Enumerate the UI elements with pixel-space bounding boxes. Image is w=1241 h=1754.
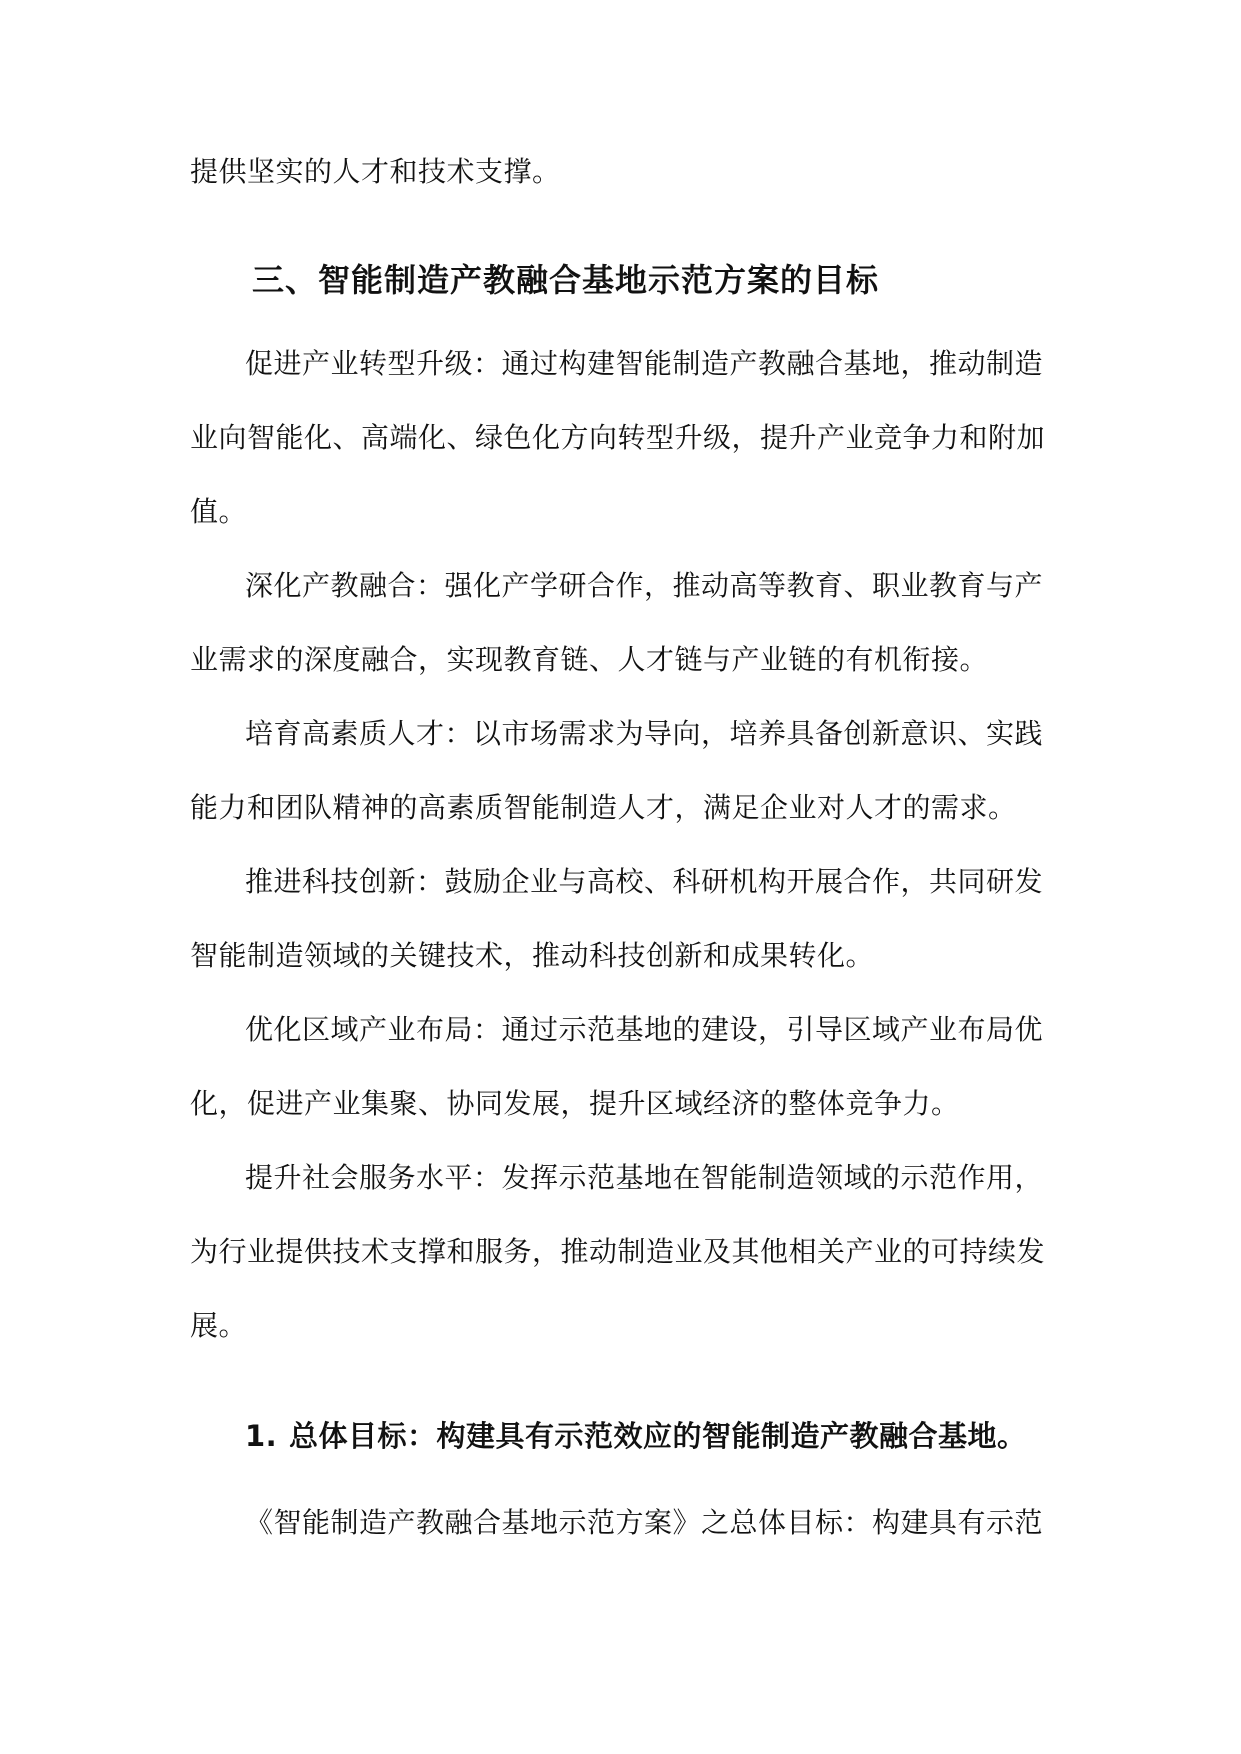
paragraph-4-line-2: 智能制造领域的关键技术，推动科技创新和成果转化。: [190, 939, 875, 972]
paragraph-6-line-3: 展。: [190, 1309, 248, 1342]
paragraph-4-line-1: 推进科技创新：鼓励企业与高校、科研机构开展合作，共同研发: [245, 865, 1044, 898]
subsection-number: 1.: [245, 1419, 278, 1453]
paragraph-5-line-2: 化，促进产业集聚、协同发展，提升区域经济的整体竞争力。: [190, 1087, 960, 1120]
paragraph-2-line-1: 深化产教融合：强化产学研合作，推动高等教育、职业教育与产: [245, 569, 1044, 602]
paragraph-1-line-1: 促进产业转型升级：通过构建智能制造产教融合基地，推动制造: [245, 347, 1044, 380]
paragraph-2-line-2: 业需求的深度融合，实现教育链、人才链与产业链的有机衔接。: [190, 643, 989, 676]
closing-line: 《智能制造产教融合基地示范方案》之总体目标：构建具有示范: [245, 1506, 1044, 1539]
paragraph-3-line-2: 能力和团队精神的高素质智能制造人才，满足企业对人才的需求。: [190, 791, 1017, 824]
section-title: 三、智能制造产教融合基地示范方案的目标: [252, 261, 880, 299]
paragraph-1-line-3: 值。: [190, 495, 248, 528]
paragraph-6-line-1: 提升社会服务水平：发挥示范基地在智能制造领域的示范作用，: [245, 1161, 1044, 1194]
paragraph-6-line-2: 为行业提供技术支撑和服务，推动制造业及其他相关产业的可持续发: [190, 1235, 1046, 1268]
paragraph-1-line-2: 业向智能化、高端化、绿色化方向转型升级，提升产业竞争力和附加: [190, 421, 1046, 454]
subsection-title: 总体目标：构建具有示范效应的智能制造产教融合基地。: [289, 1419, 1027, 1453]
paragraph-5-line-1: 优化区域产业布局：通过示范基地的建设，引导区域产业布局优: [245, 1013, 1044, 1046]
subsection-heading: [245, 1416, 1027, 1456]
paragraph-3-line-1: 培育高素质人才：以市场需求为导向，培养具备创新意识、实践: [245, 717, 1044, 750]
intro-tail-text: 提供坚实的人才和技术支撑。: [190, 155, 561, 188]
